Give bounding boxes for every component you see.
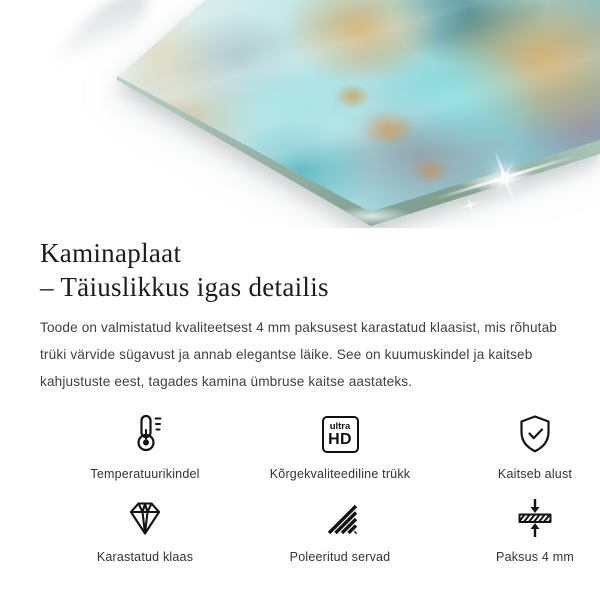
- diamond-icon: [121, 494, 169, 540]
- product-description-section: [0, 228, 600, 564]
- feature-temperature-resistant: [60, 411, 230, 481]
- shield-check-icon: [512, 411, 558, 457]
- polished-edges-icon: [316, 494, 364, 540]
- page-title-line1: Kaminaplaat: [40, 238, 182, 268]
- thickness-icon: [511, 494, 559, 540]
- page-title: [40, 236, 564, 304]
- feature-high-quality-print: [230, 411, 450, 481]
- feature-label: Kõrgekvaliteediline trükk: [269, 467, 411, 481]
- ultra-hd-icon: ultra HD: [322, 416, 359, 453]
- feature-protects-base: [450, 411, 600, 481]
- product-description: Toode on valmistatud kvaliteetsest 4 mm paksusest karastatud klaasist, mis rõhutab trüki värvide sügavust ja annab elegantse läike. See on kuumuskindel ja kaitseb kahjustuste eest, tagades kamina ümbruse kaitse aastateks.: [40, 320, 558, 389]
- feature-grid: [60, 411, 574, 564]
- feature-label: Karastatud klaas: [96, 550, 194, 564]
- feature-tempered-glass: [60, 494, 230, 564]
- feature-thickness: [450, 494, 600, 564]
- feature-label: Kaitseb alust: [497, 467, 573, 481]
- feature-label: Paksus 4 mm: [496, 550, 574, 564]
- page-title-line2: – Täiuslikkus igas detailis: [40, 272, 329, 302]
- feature-label: Temperatuurikindel: [90, 467, 200, 481]
- product-photo: [0, 0, 600, 228]
- feature-polished-edges: [230, 494, 450, 564]
- feature-label: Poleeritud servad: [289, 550, 391, 564]
- thermometer-icon: [122, 411, 168, 457]
